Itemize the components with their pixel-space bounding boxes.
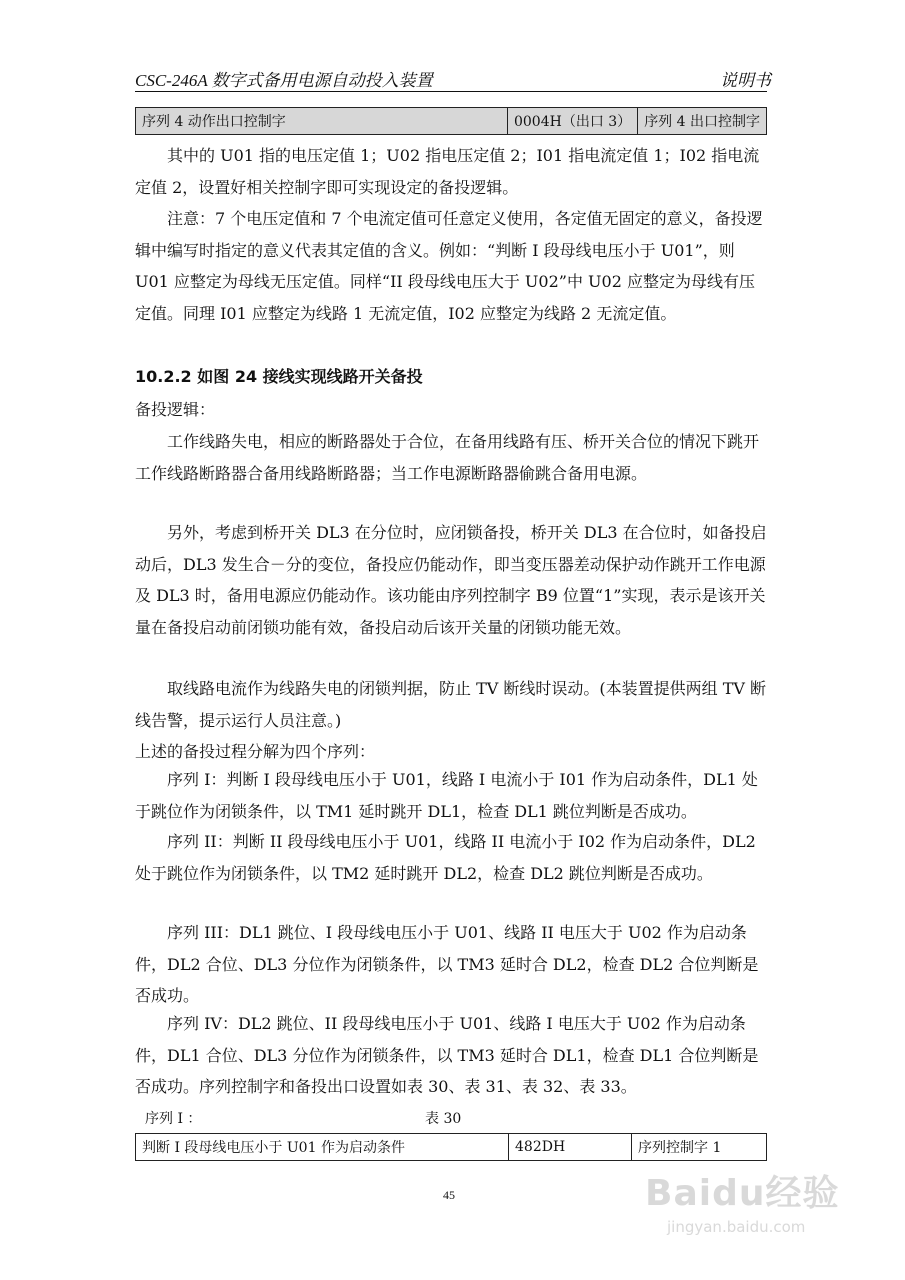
header-divider <box>135 91 767 92</box>
paragraph-work-line: 工作线路失电，相应的断路器处于合位，在备用线路有压、桥开关合位的情况下跳开工作线路断路器合备用线路断路器；当工作电源断路器偷跳合备用电源。 <box>135 432 760 483</box>
paragraph-current-lock: 取线路电流作为线路失电的闭锁判据，防止 TV 断线时误动。(本装置提供两组 TV 断线告警，提示运行人员注意。) <box>135 679 767 730</box>
sequence-4: 序列 IV：DL2 跳位、II 段母线电压小于 U01、线路 I 电压大于 U02 作为启动条件，DL1 合位、DL3 分位作为闭锁条件，以 TM3 延时合 DL1，检查 DL1 合位判断是否成功。序列控制字和备投出口设置如表 30、表 31、表 32、表 33。 <box>135 1014 759 1096</box>
top-table <box>135 107 767 135</box>
page-number: 45 <box>443 1188 455 1202</box>
watermark <box>645 1165 865 1236</box>
watermark-logo: Baidu经验 <box>645 1173 840 1214</box>
paragraph-setting-values: 其中的 U01 指的电压定值 1；U02 指电压定值 2；I01 指电流定值 1；I02 指电流定值 2，设置好相关控制字即可实现设定的备投逻辑。 <box>135 146 760 197</box>
table-cell: 序列 4 动作出口控制字 <box>136 108 508 135</box>
table-cell: 序列 4 出口控制字 <box>638 108 767 135</box>
table-cell: 判断 I 段母线电压小于 U01 作为启动条件 <box>136 1134 509 1161</box>
sequence-1: 序列 I：判断 I 段母线电压小于 U01，线路 I 电流小于 I01 作为启动条件，DL1 处于跳位作为闭锁条件，以 TM1 延时跳开 DL1，检查 DL1 跳位判断是否成功。 <box>135 770 758 821</box>
header-doc-type: 说明书 <box>720 71 771 90</box>
table-cell: 482DH <box>509 1134 632 1161</box>
table30-caption: 表 30 <box>425 1111 462 1127</box>
table-cell: 0004H（出口 3） <box>507 108 637 135</box>
sequence-2: 序列 II：判断 II 段母线电压小于 U01，线路 II 电流小于 I02 作为启动条件，DL2 处于跳位作为闭锁条件，以 TM2 延时跳开 DL2，检查 DL2 跳位判断是否成功。 <box>135 832 756 883</box>
paragraph-note: 注意：7 个电压定值和 7 个电流定值可任意定义使用，各定值无固定的意义，备投逻辑中编写时指定的意义代表其定值的含义。例如：“判断 I 段母线电压小于 U01”，则 U01 应整定为母线无压定值。同样“II 段母线电压大于 U02”中 U02 应整定为母线有压定值。同理 I01 应整定为线路 1 无流定值，I02 应整定为线路 2 无流定值。 <box>135 209 763 323</box>
logic-label: 备投逻辑： <box>135 400 216 419</box>
table-cell: 序列控制字 1 <box>632 1134 767 1161</box>
header-title: CSC-246A 数字式备用电源自动投入装置 <box>135 71 433 90</box>
section-title: 10.2.2 如图 24 接线实现线路开关备投 <box>135 367 423 386</box>
table30-seq-label: 序列 I ： <box>145 1111 202 1127</box>
paragraph-bridge-switch: 另外，考虑到桥开关 DL3 在分位时，应闭锁备投，桥开关 DL3 在合位时，如备投启动后，DL3 发生合－分的变位，备投应仍能动作，即当变压器差动保护动作跳开工作电源及 DL3 时，备用电源应仍能动作。该功能由序列控制字 B9 位置“1”实现，表示是该开关量在备投启动前闭锁功能有效，备投启动后该开关量的闭锁功能无效。 <box>135 523 767 637</box>
paragraph-sequence-intro: 上述的备投过程分解为四个序列： <box>135 742 376 761</box>
watermark-url: jingyan.baidu.com <box>667 1218 806 1236</box>
sequence-3: 序列 III：DL1 跳位、I 段母线电压小于 U01、线路 II 电压大于 U02 作为启动条件，DL2 合位、DL3 分位作为闭锁条件，以 TM3 延时合 DL2，检查 DL2 合位判断是否成功。 <box>135 923 759 1005</box>
table-row <box>136 1134 767 1161</box>
table-30 <box>135 1133 767 1161</box>
table-row <box>136 108 767 135</box>
